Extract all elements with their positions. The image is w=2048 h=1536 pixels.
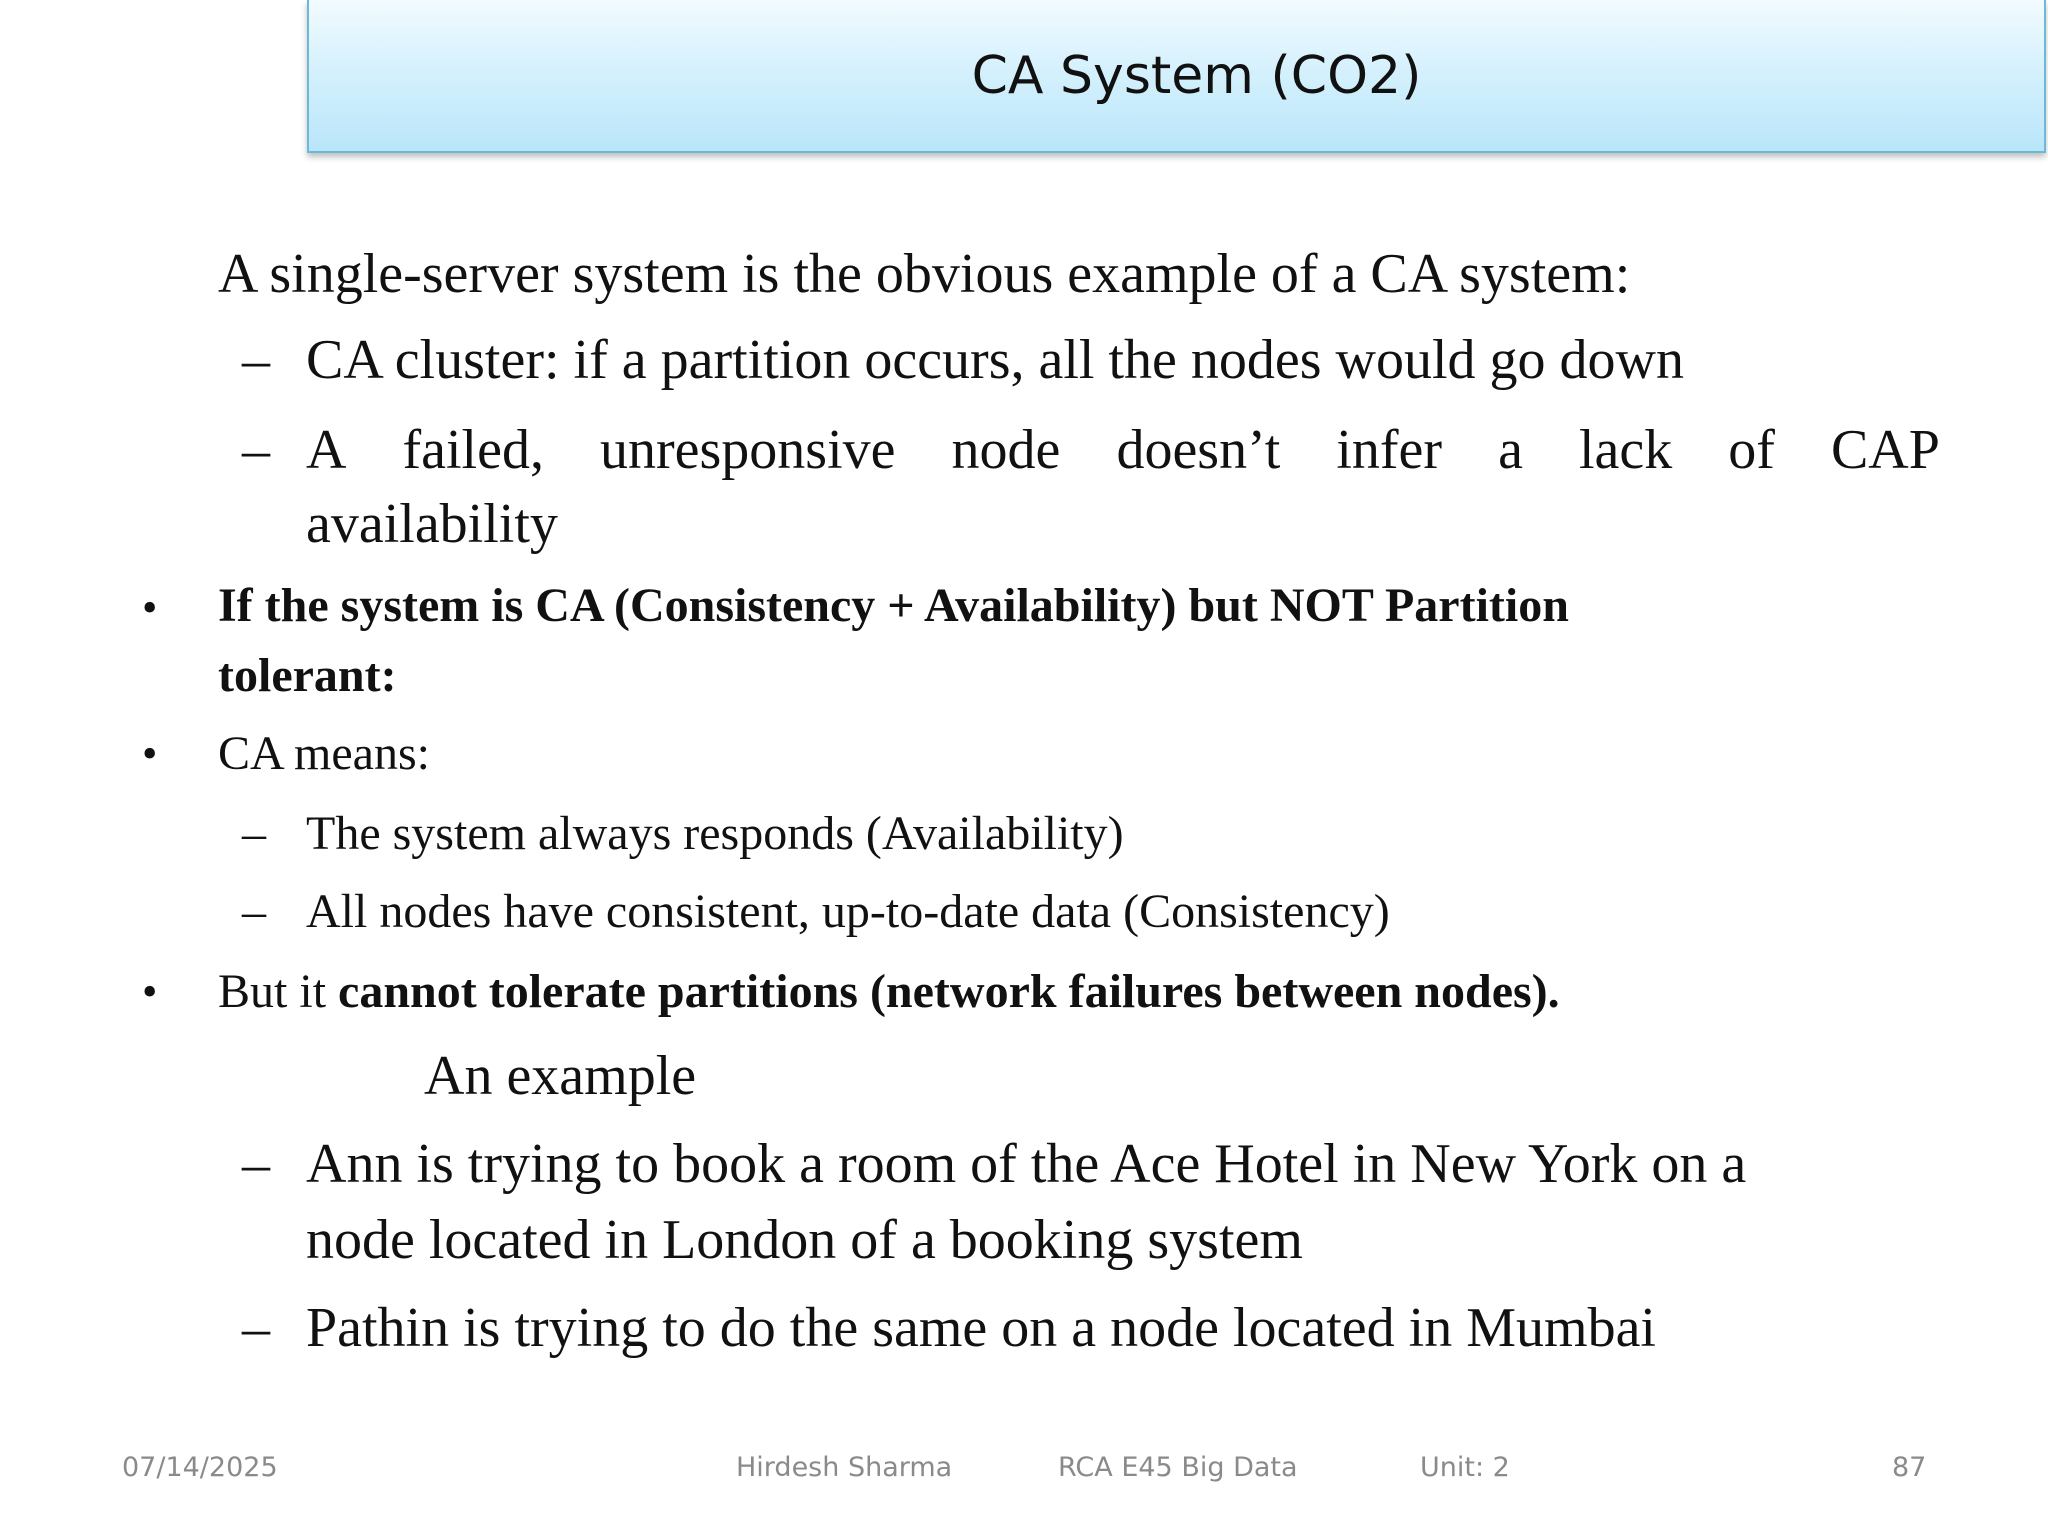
slide-title: CA System (CO2) [971,45,1422,106]
title-box [307,0,2046,153]
word: unresponsive [600,419,896,481]
example-item-1-line-2: node located in London of a booking system [306,1209,1303,1271]
dash-marker: – [242,807,266,860]
bullet-1-line-2: tolerant: [218,649,397,702]
bullet-1-line-1: If the system is CA (Consistency + Availability) but NOT Partition [218,579,1569,632]
bullet-marker: • [142,967,158,1016]
dash-marker: – [242,1133,270,1195]
dash-marker: – [242,1297,270,1359]
bullet-marker: • [142,583,158,632]
bullet-marker: • [142,729,158,778]
intro-text: A single-server system is the obvious example of a CA system: [218,243,1631,305]
intro-item-2 [306,418,1940,482]
bullet-2-text: CA means: [218,727,430,780]
bullet-2-item-2: All nodes have consistent, up-to-date data (Consistency) [306,885,1390,938]
dash-marker: – [242,885,266,938]
word: a [1498,419,1523,481]
word: of [1728,419,1775,481]
bullet-2-item-1: The system always responds (Availability) [306,807,1124,860]
footer-unit: Unit: 2 [1420,1452,1510,1483]
word: node [951,419,1061,481]
footer-date: 07/14/2025 [122,1452,278,1483]
word: infer [1336,419,1443,481]
footer-author: Hirdesh Sharma [736,1452,953,1483]
example-item-2: Pathin is trying to do the same on a node located in Mumbai [306,1297,1656,1359]
footer-page-number: 87 [1892,1452,1927,1483]
dash-marker: – [242,419,270,481]
footer-course: RCA E45 Big Data [1058,1452,1298,1483]
example-heading: An example [424,1045,697,1107]
intro-item-2-continuation: availability [306,493,558,555]
example-item-1-line-1: Ann is trying to book a room of the Ace Hotel in New York on a [306,1133,1747,1195]
word: doesn’t [1116,419,1281,481]
bullet-3-text [218,964,1560,1019]
word: lack [1578,419,1673,481]
bullet-3-bold: cannot tolerate partitions (network failures between nodes). [338,965,1560,1018]
word: CAP [1830,419,1940,481]
intro-item-1: CA cluster: if a partition occurs, all the nodes would go down [306,329,1684,391]
bullet-3-prefix: But it [218,965,339,1018]
word: A [306,419,347,481]
dash-marker: – [242,329,270,391]
word: failed, [402,419,544,481]
